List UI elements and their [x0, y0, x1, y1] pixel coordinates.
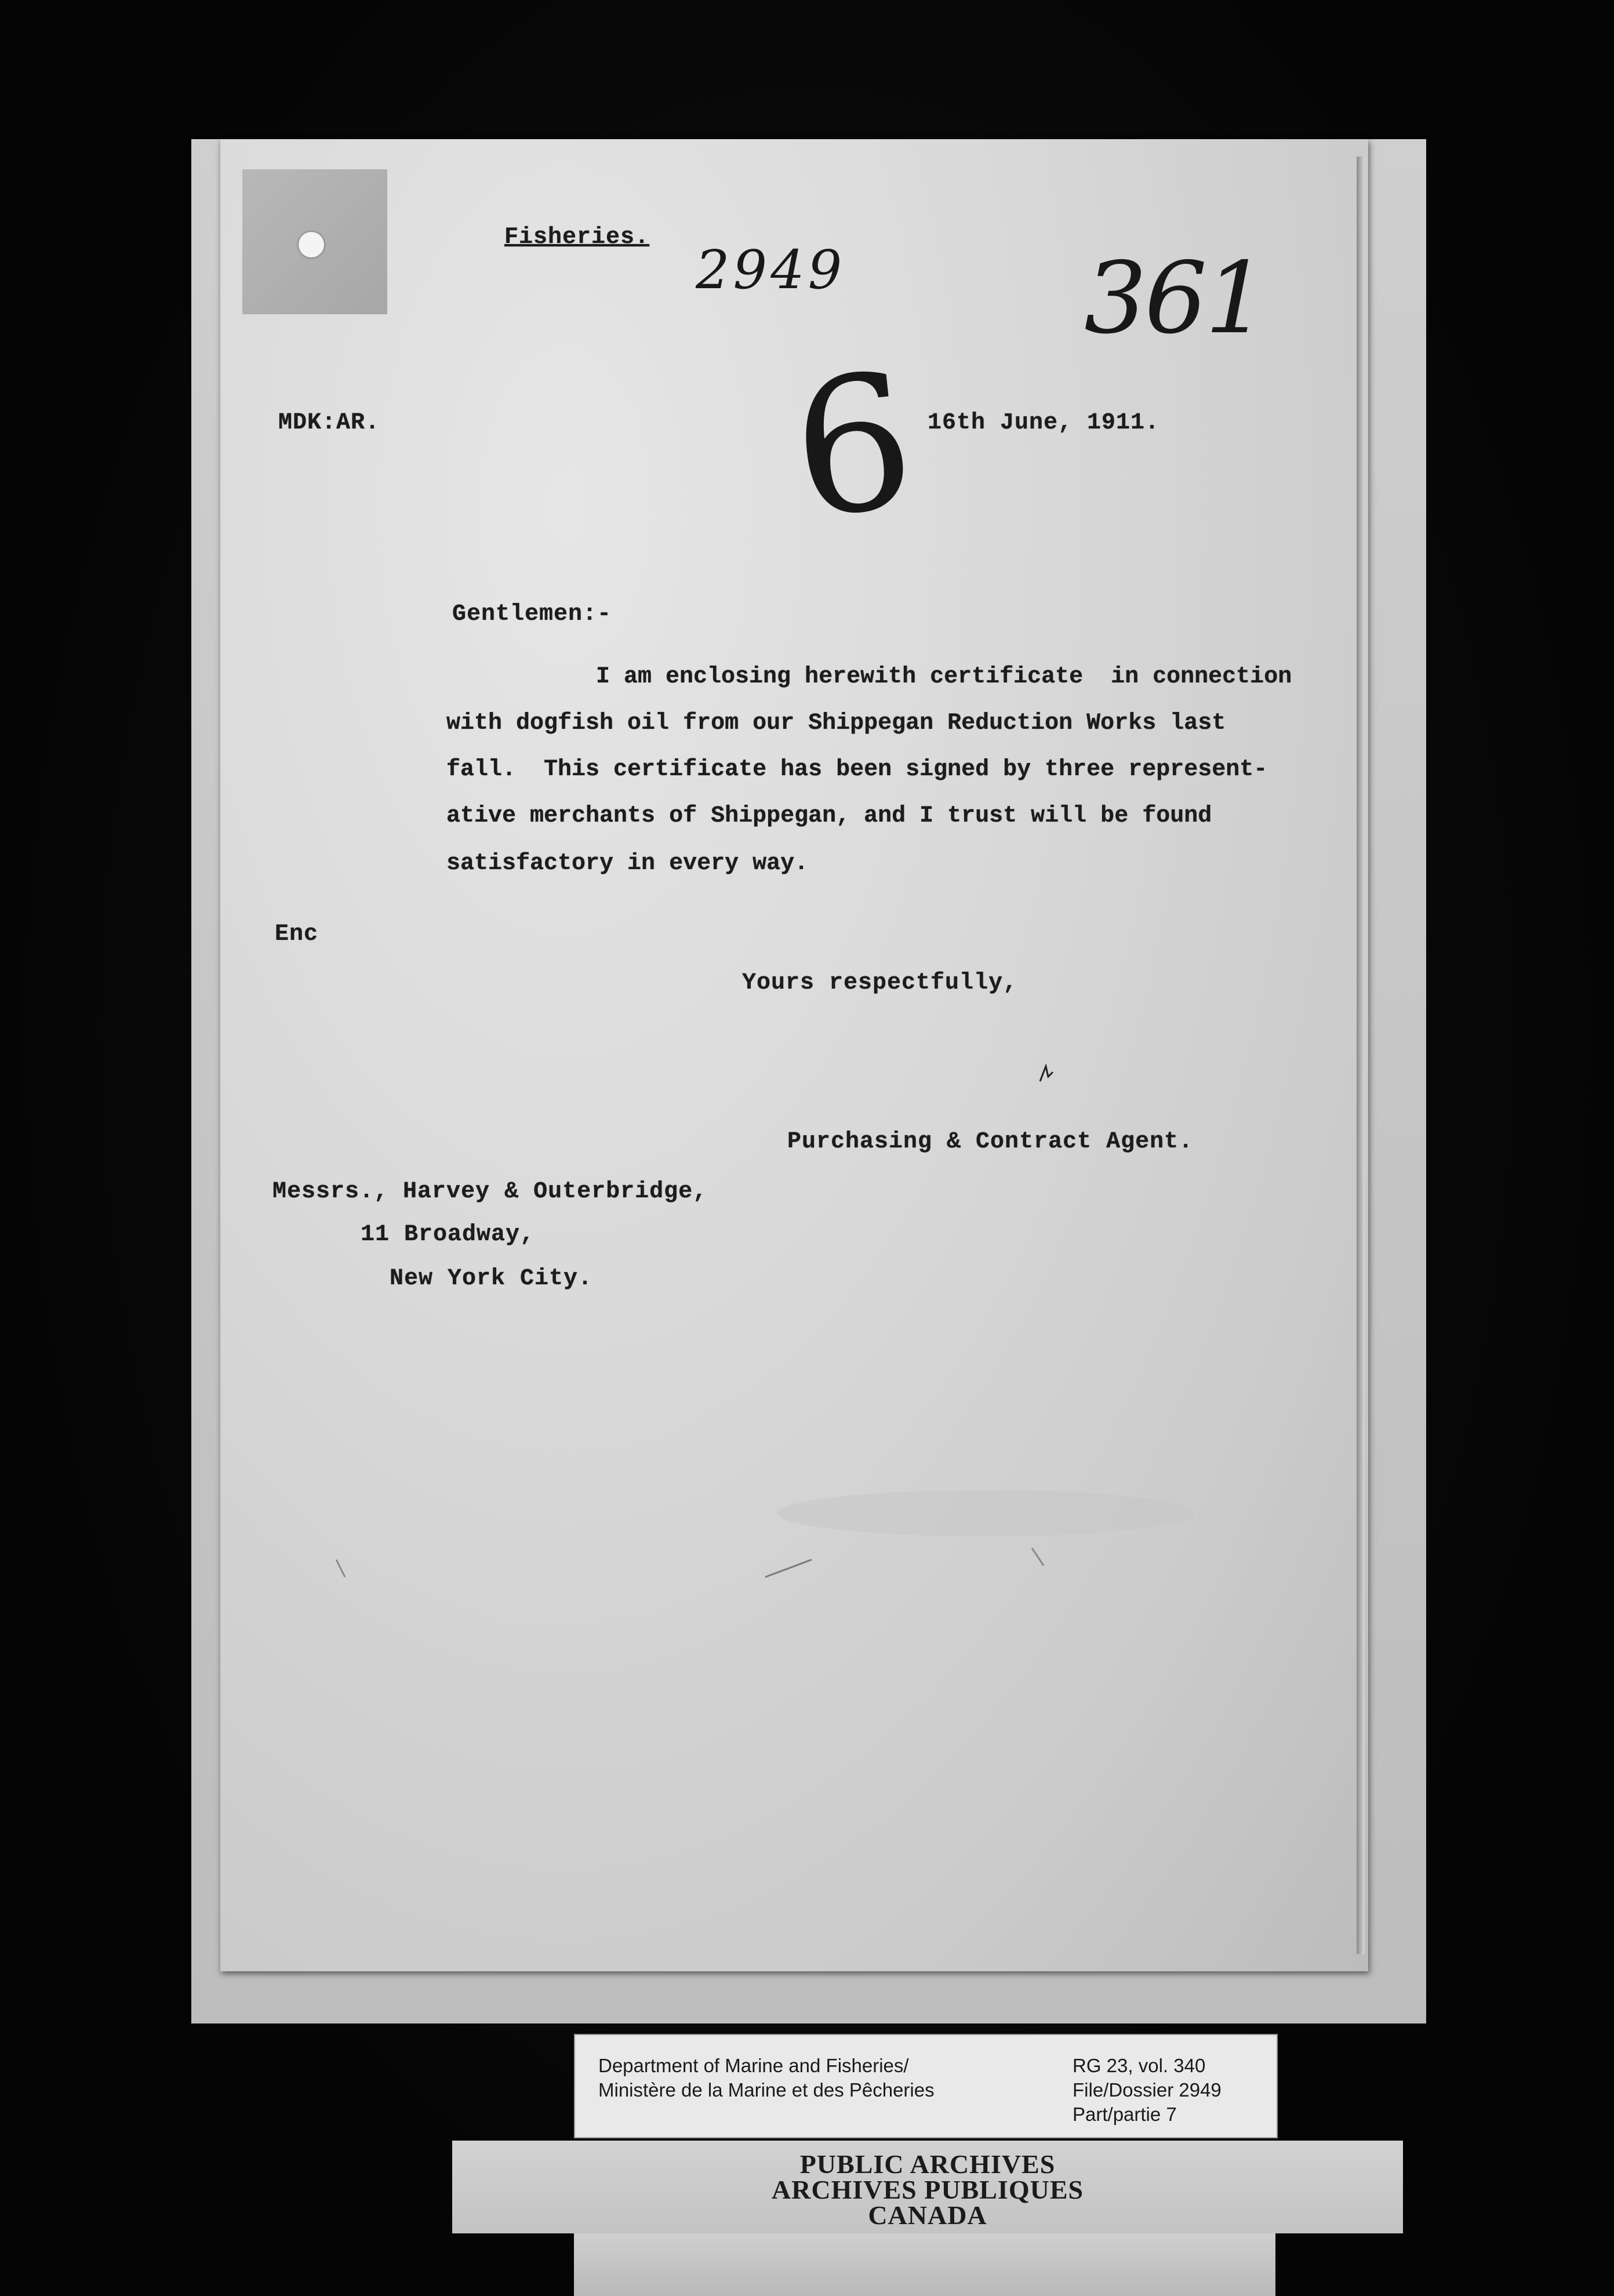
salutation: Gentlemen:-: [452, 601, 612, 627]
addressee-name: Messrs., Harvey & Outerbridge,: [272, 1179, 708, 1205]
addressee-city: New York City.: [390, 1266, 593, 1292]
body-line: ative merchants of Shippegan, and I trust will be found: [446, 803, 1212, 829]
body-line: with dogfish oil from our Shippegan Reduction Works last: [446, 710, 1226, 736]
department-name-en: Department of Marine and Fisheries/: [598, 2055, 909, 2076]
body-line: I am enclosing herewith certificate in connection: [596, 664, 1292, 690]
enclosure-note: Enc: [275, 921, 319, 947]
record-group: RG 23, vol. 340: [1073, 2055, 1206, 2076]
handwritten-page-number: 361: [1084, 241, 1266, 356]
signature-mark: [1038, 1064, 1055, 1084]
department-heading: Fisheries.: [504, 224, 650, 250]
handwritten-mark: 6: [783, 333, 924, 560]
punch-hole: [299, 232, 324, 257]
part-partie: Part/partie 7: [1073, 2104, 1177, 2125]
stamp-holder: [574, 2233, 1275, 2296]
stamp-line: ARCHIVES PUBLIQUES: [771, 2175, 1084, 2204]
public-archives-stamp: [452, 2141, 1403, 2233]
paper-smudges: [290, 1478, 1275, 1768]
file-dossier: File/Dossier 2949: [1073, 2079, 1222, 2101]
body-line: fall. This certificate has been signed by three represent-: [446, 757, 1268, 783]
body-line: satisfactory in every way.: [446, 851, 809, 877]
stamp-line: CANADA: [868, 2200, 987, 2230]
handwritten-file-number: 2949: [696, 239, 846, 301]
archive-reference-label: [574, 2034, 1278, 2138]
addressee-street: 11 Broadway,: [361, 1222, 535, 1248]
reference-initials: MDK:AR.: [278, 410, 380, 436]
letter-date: 16th June, 1911.: [928, 410, 1160, 436]
closing: Yours respectfully,: [742, 970, 1018, 996]
page-edge: [1357, 157, 1365, 1954]
stamp-line: PUBLIC ARCHIVES: [799, 2149, 1056, 2179]
department-name-fr: Ministère de la Marine et des Pêcheries: [598, 2079, 935, 2101]
signature-title: Purchasing & Contract Agent.: [787, 1129, 1194, 1155]
